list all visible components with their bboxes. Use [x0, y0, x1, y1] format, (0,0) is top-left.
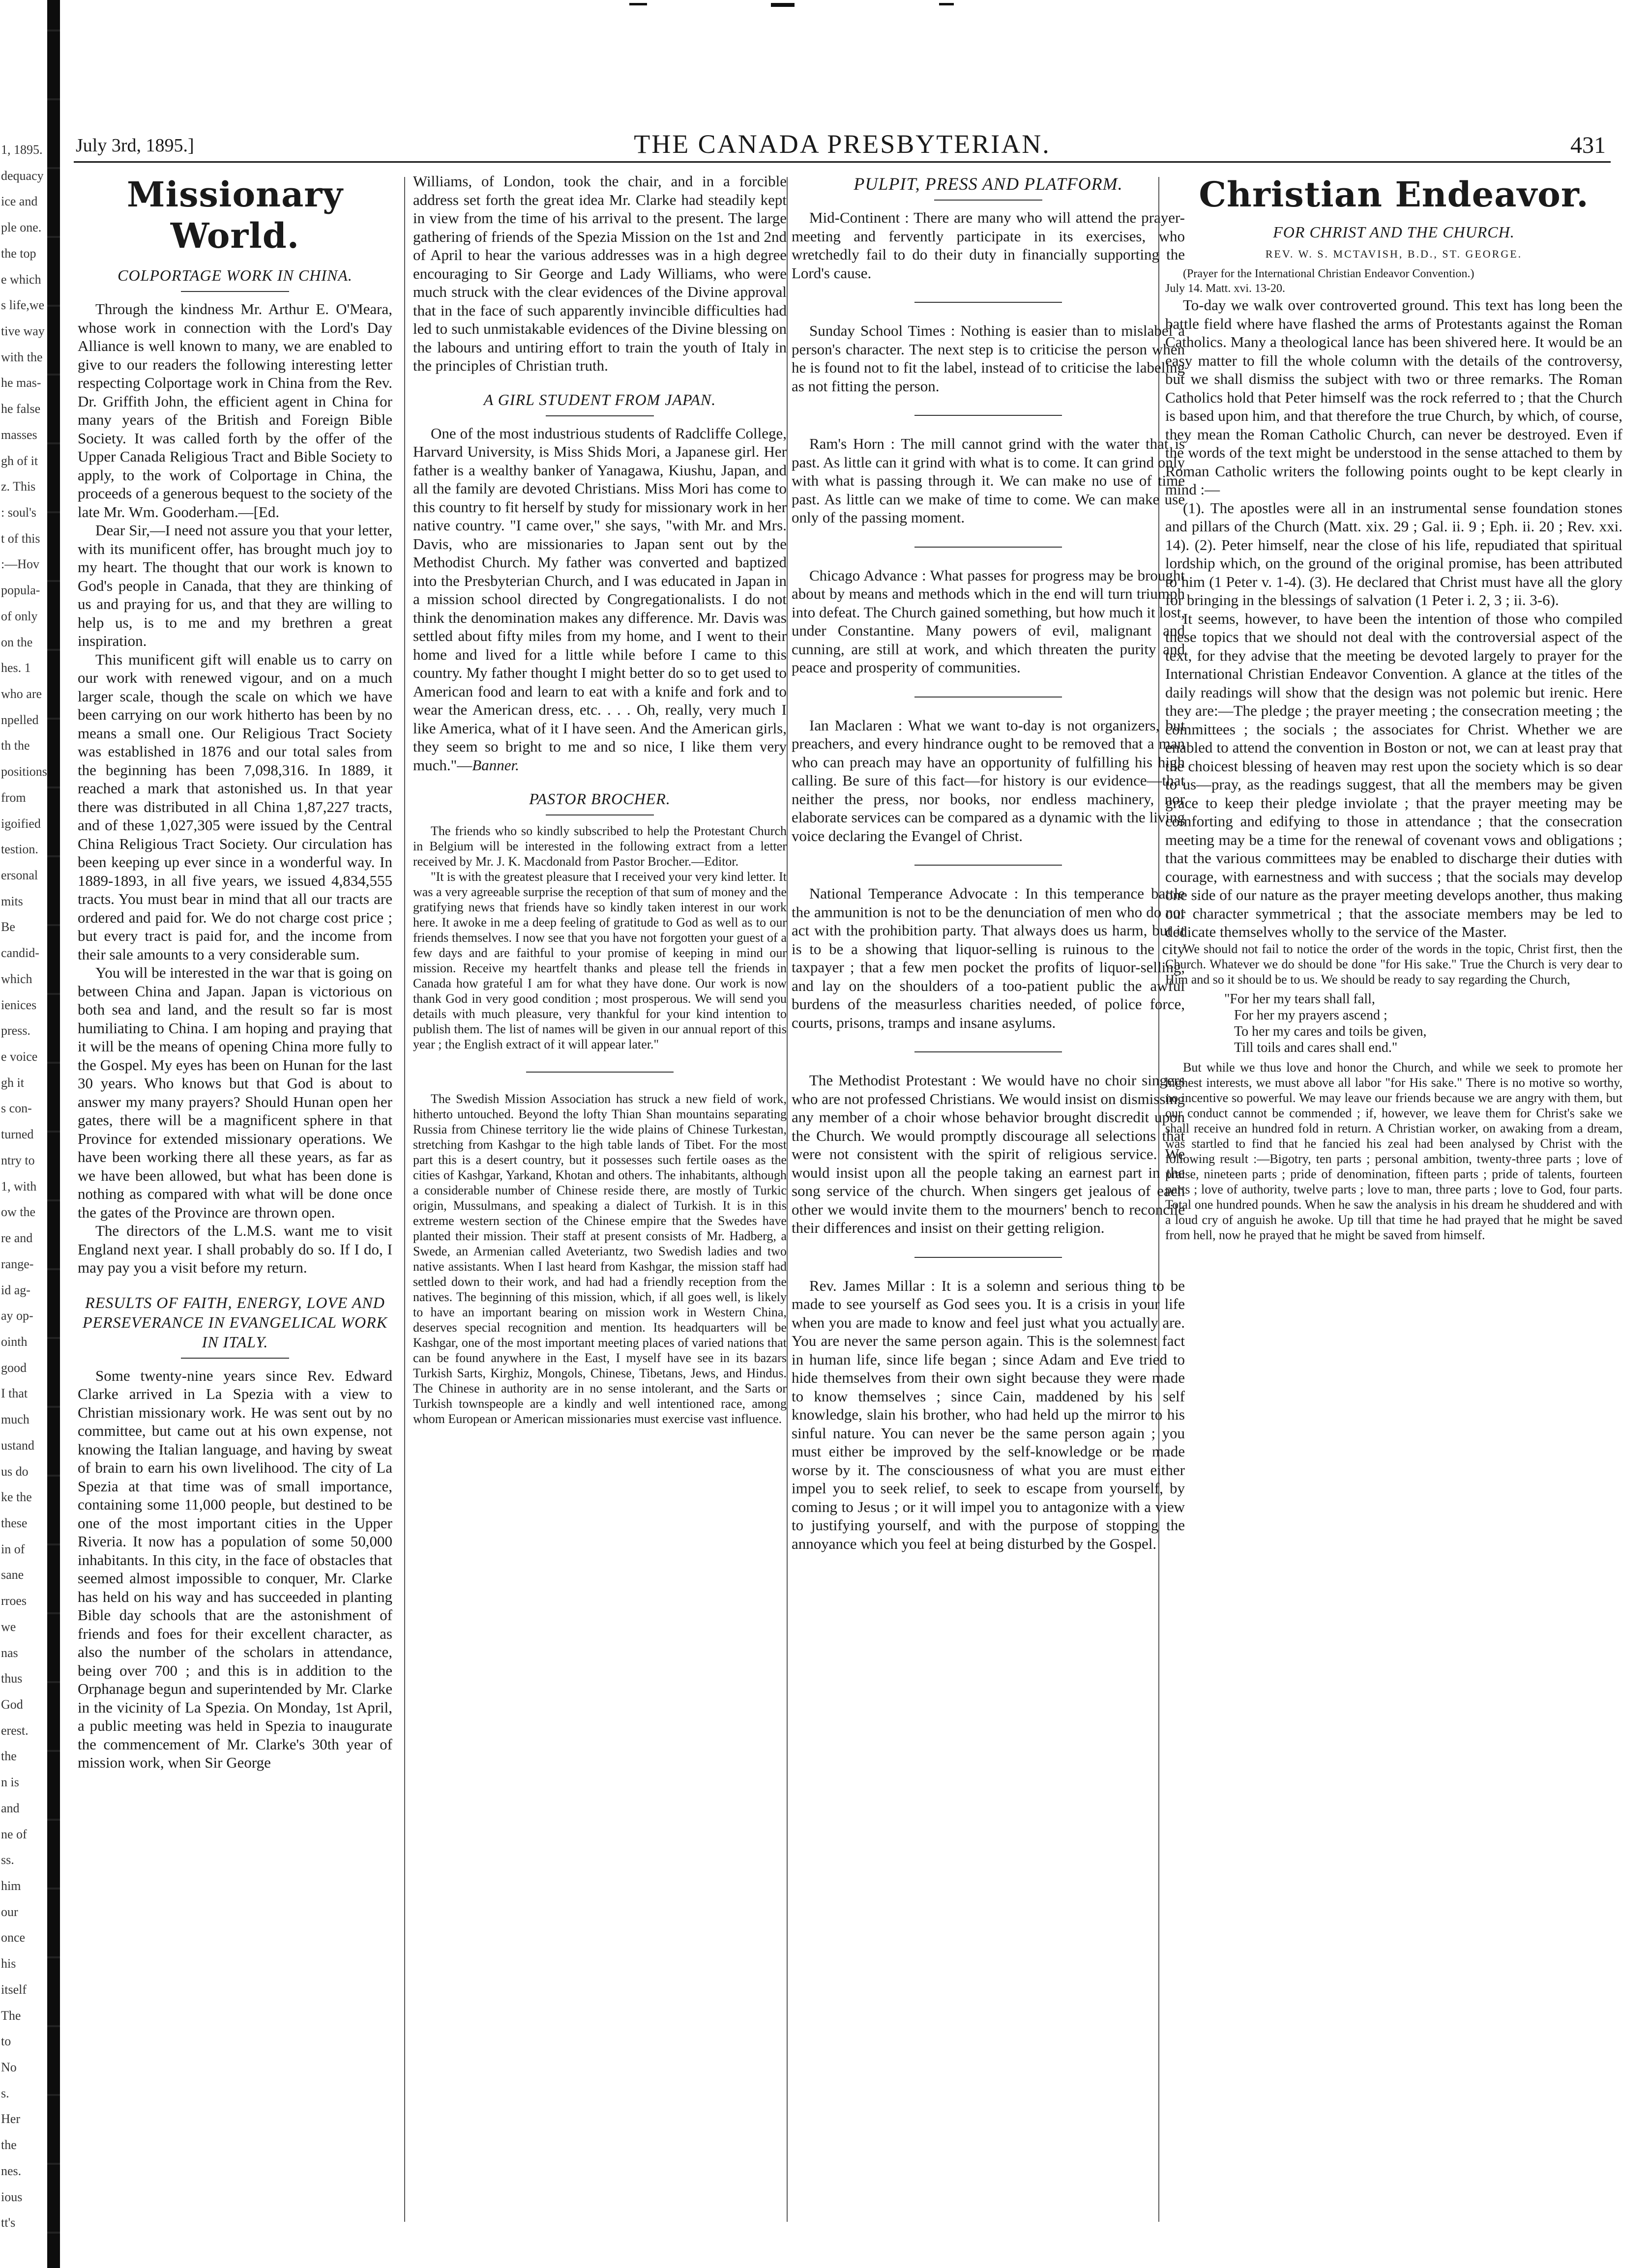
column-rule [787, 177, 788, 2222]
margin-fragment: testion. [1, 842, 38, 857]
margin-fragment: our [1, 1904, 18, 1919]
divider [914, 1257, 1062, 1258]
paragraph: Dear Sir,—I need not assure you that your letter, with its munificent offer, has brought much joy to my heart. The thought that our work is known to God's people in Canada, that they are thinking of us and praying for us, and that they are willing to help us, is to me and my brethren a great inspiration. [78, 522, 392, 649]
margin-fragment: dequacy [1, 168, 44, 183]
margin-fragment: hes. 1 [1, 661, 31, 675]
print-mark [771, 3, 795, 7]
margin-fragment: ay op- [1, 1308, 33, 1323]
margin-fragment: to [1, 2034, 11, 2049]
margin-fragment: mits [1, 894, 23, 908]
margin-fragment: ointh [1, 1334, 28, 1349]
margin-fragment: him [1, 1878, 21, 1893]
margin-fragment: npelled [1, 712, 39, 727]
margin-fragment: nes. [1, 2163, 22, 2178]
margin-fragment: the top [1, 246, 36, 261]
article-title: A GIRL STUDENT FROM JAPAN. [483, 390, 716, 408]
section-heading-christian-endeavor: Christian Endeavor. [1199, 174, 1589, 215]
paragraph: The directors of the L.M.S. want me to visit England next year. I shall probably do so. If I do, I may pay you a visit before my return. [78, 1222, 392, 1276]
source-citation: Banner. [472, 756, 519, 774]
divider [914, 865, 1062, 866]
paragraph: To-day we walk over controverted ground. This text has long been the battle field where have flashed the arms of Protestants against the Roman Catholics. Many a theological lance has been shivered here. It would be an easy matter to fill the whole column with the details of the controversy, but we shall dismiss the subject with two or three remarks. The Roman Catholics hold that Peter himself was the rock referred to ; that the Church is based upon him, and that therefore the true Church, by which, of course, they mean the Roman Catholic Church, can never be destroyed. Even if the words of the text might be understood in the sense attached to them by Roman Catholic writers the following points ought to be kept clearly in mind :— [1165, 296, 1622, 498]
margin-fragment: which [1, 971, 32, 986]
margin-fragment: nas [1, 1645, 18, 1660]
page-number: 431 [1570, 132, 1606, 158]
margin-fragment: and [1, 1801, 20, 1815]
margin-fragment: he false [1, 402, 41, 416]
quotation: Mid-Continent : There are many who will attend the prayer-meeting and fervently participate in its exercises, who wretchedly fail to do their duty in financially supporting the Lord's cause. [792, 209, 1185, 282]
section-subheading: FOR CHRIST AND THE CHURCH. [1273, 223, 1515, 241]
print-mark [939, 3, 954, 5]
divider [181, 291, 289, 292]
article-intro: Through the kindness Mr. Arthur E. O'Meara, whose work in connection with the Lord's Day Alliance is well known to many, we are enabled to give to our readers the following interesting letter respecting Colportage work in China from the Rev. Dr. Griffith John, the efficient agent in China for many years of the British and Foreign Bible Society. It was called forth by the offer of the Upper Canada Religious Tract and Bible Society to apply, to the work of Colportage in China, the proceeds of a generous bequest to the society of the late Mr. Wm. Gooderham.—[Ed. [78, 300, 392, 521]
margin-fragment: : soul's [1, 505, 36, 520]
page-header [74, 129, 1611, 163]
margin-fragment: tt's [1, 2215, 16, 2230]
article-title: COLPORTAGE WORK IN CHINA. [118, 266, 353, 284]
divider [181, 1358, 289, 1359]
margin-fragment: tive way [1, 324, 45, 338]
verse-line: Till toils and cares shall end." [1234, 1040, 1398, 1055]
margin-fragment: candid- [1, 946, 39, 960]
quotation: National Temperance Advocate : In this temperance battle the ammunition is not to be the denunciation of men who do not act with the prohibition party. That always does us harm, but it is to be a showing that liquor-selling is ruinous to the city taxpayer ; that a few men pocket the profits of liquor-selling, and lay on the shoulders of a too-patient public the awful burdens of the measurless charities needed, of police force, courts, prisons, tramps and insane asylums. [792, 885, 1185, 1031]
margin-fragment: Her [1, 2112, 20, 2126]
margin-fragment: ss. [1, 1853, 14, 1867]
divider [934, 200, 1042, 201]
margin-fragment: on the [1, 635, 33, 649]
margin-fragment: his [1, 1956, 16, 1971]
margin-fragment: the [1, 1749, 17, 1764]
journal-title: THE CANADA PRESBYTERIAN. [634, 129, 1051, 159]
paragraph-text: One of the most industrious students of Radcliffe College, Harvard University, is Miss Shids Mori, a Japanese girl. Her father is a wealthy banker of Yanagawa, Kiushu, Japan, and all the family are devoted Christians. Miss Mori has come to this country to fit herself by study for missionary work in her native country. "I came over," she says, "with Mr. and Mrs. Davis, who are missionaries to Japan sent out by the Methodist Church. My father was converted and baptized into the Presbyterian Church, and I was educated in Japan in a mission school directed by Congregationalists. I do not think the denomination makes any difference. Mr. Davis was settled about fifty miles from my home, and I went to their home and lived for a little while before I came to this country. My father thought I might better do so to get used to American food and learn to eat with a knife and fork and to wear the American dress, etc. . . . Oh, really, very much I like America, what of it I have seen. And the American girls, they seem so bright to me and so nice, I like them very much."— [413, 424, 787, 774]
paragraph: It seems, however, to have been the intention of those who compiled these topics that we should not deal with the controversial aspect of the text, for they advise that the meeting be devoted largely to prayer for the International Christian Endeavor Convention. A glance at the titles of the daily readings will show that the design was not polemic but irenic. Here they are:—The pledge ; the prayer meeting ; the consecration meeting ; the committees ; the socials ; the associates for Christ. Whether we are enabled to attend the convention in Boston or not, we can at least pray that the choicest blessing of heaven may rest upon the society which is so dear to us—pray, as the readings suggest, that all the members may be given grace to keep their pledge inviolate ; that the prayer meeting may be comforting and edifying to those in attendance ; that the consecration meeting may be a time for the renewal of covenant vows and obligations ; that the various committees may be enabled to discharge their duties with courage, with earnestness and with success ; that the socials may develop one side of our nature as the prayer meeting develops another, thus making our character symmetrical ; that the associate members may be led to dedicate themselves wholly to the service of the Master. [1165, 610, 1622, 940]
margin-fragment: :—Hov [1, 557, 39, 572]
quotation: Chicago Advance : What passes for progress may be brought about by means and methods which in the end will turn triumph into defeat. The Church gained something, but how much it lost, under Constantine. Many powers of evil, malignant and cunning, are still at work, and which threaten the purity and peace and prosperity of communities. [792, 566, 1185, 676]
margin-fragment: turned [1, 1127, 34, 1142]
margin-fragment: positions [1, 764, 47, 779]
quotation: The Methodist Protestant : We would have no choir singers who are not professed Christians. We would insist on dismissing any member of a choir whose behavior brought discredit upon the Church. We would promptly discourage all selections that were not consistent with the spirit of religious service. We would insist upon all the people taking an earnest part in the song service of the church. When singers get jealous of each other we would invite them to the mourners' bench to reconcile their differences and insist on their getting religion. [792, 1072, 1185, 1236]
margin-fragment: ple one. [1, 220, 42, 235]
divider [526, 1072, 674, 1073]
margin-fragment: thus [1, 1671, 23, 1686]
paragraph: Williams, of London, took the chair, and in a forcible address set forth the great idea Mr. Clarke had steadily kept in view from the time of his arrival to the present. The large gathering of friends of the Spezia Mission on the 1st and 2nd of April to hear the various addresses was in a high degree encouraging to Sir George and Lady Williams, who were much struck with the clear evidences of the Divine approval that in the face of such apparently invincible difficulties had led to such unmistakable evidences of the Divine blessing on the labours and untiring effort to train the youth of Italy in the principles of Christian truth. [413, 173, 787, 374]
margin-fragment: The [1, 2008, 21, 2023]
verse-line: "For her my tears shall fall, [1224, 991, 1375, 1007]
margin-fragment: us do [1, 1464, 29, 1479]
margin-fragment: itself [1, 1982, 27, 1997]
margin-fragment: the [1, 2138, 17, 2152]
article-title: RESULTS OF FAITH, ENERGY, LOVE AND PERSEVERANCE IN EVANGELICAL WORK IN ITALY. [82, 1293, 388, 1351]
margin-fragment: erest. [1, 1723, 29, 1738]
column-christian-endeavor [1165, 172, 1622, 2251]
margin-fragment: ke the [1, 1490, 32, 1505]
margin-fragment: t of this [1, 531, 40, 546]
paragraph: Some twenty-nine years since Rev. Edward Clarke arrived in La Spezia with a view to Christian missionary work. He was sent out by no committee, but came out at his own expense, not knowing the Italian language, and having by sweat of brain to earn his own livelihood. The city of La Spezia at that time was of small importance, containing some 11,000 people, but destined to be one of the most important cities in the Upper Riveria. It now has a population of some 50,000 inhabitants. In this city, in the face of obstacles that seemed almost impossible to conquer, Mr. Clarke has held on his way and has succeeded in planting Bible day schools that are the astonishment of friends and foes for their excellent character, as also the number of the scholars in attendance, being over 700 ; and this is in addition to the Orphanage begun and superintended by Mr. Clarke in the vicinity of La Spezia. On Monday, 1st April, a public meeting was held in Spezia to inaugurate the commencement of Mr. Clarke's 30th year of mission work, when Sir George [78, 1367, 392, 1771]
quotation: Sunday School Times : Nothing is easier than to mislabel a person's character. The next step is to criticise the person when he is found not to fit the label, instead of to criticise the labeling as not fitting the person. [792, 322, 1185, 395]
paragraph: We should not fail to notice the order of the words in the topic, Christ first, then the Church. Whatever we do should be done "for His sake." True the Church is very dear to Him and so it should be to us. We should be ready to say regarding the Church, [1165, 941, 1622, 987]
margin-fragment: id ag- [1, 1282, 30, 1297]
margin-fragment: igoified [1, 816, 41, 831]
divider [914, 415, 1062, 416]
article-title: PASTOR BROCHER. [529, 790, 671, 808]
margin-fragment: good [1, 1360, 27, 1375]
divider [546, 814, 654, 815]
margin-fragment: ustand [1, 1438, 34, 1453]
margin-fragment: ne of [1, 1827, 27, 1841]
margin-fragment: range- [1, 1256, 34, 1271]
margin-fragment: Be [1, 920, 15, 934]
margin-fragment: s life,we [1, 298, 45, 313]
margin-fragment: ersonal [1, 868, 38, 883]
margin-fragment: much [1, 1412, 29, 1427]
margin-fragment: 1, with [1, 1179, 37, 1193]
divider [914, 697, 1062, 698]
margin-fragment: rroes [1, 1594, 27, 1608]
binding-shadow [47, 0, 60, 2268]
margin-fragment: from [1, 790, 26, 805]
margin-fragment: of only [1, 609, 38, 623]
margin-fragment: e which [1, 272, 41, 287]
divider [914, 547, 1062, 548]
margin-fragment: gh it [1, 1075, 24, 1090]
margin-fragment: once [1, 1930, 26, 1945]
margin-fragment: z. This [1, 479, 36, 494]
paragraph: The Swedish Mission Association has struck a new field of work, hitherto untouched. Beyond the lofty Thian Shan mountains separating Russia from Chinese territory lie the wide plains of Chinese Turkestan, stretching from Kashgar to the high table lands of Tibet. For the most part this is a desert country, but it possesses such fertile oases as the cities of Kashgar, Yarkand, Khotan and others. The inhabitants, although a considerable number of Chinese reside there, are mostly of Turkic origin, Mussulmans, and speaking a dialect of Turkish. It is in this extreme western section of the Chinese empire that the Swedes have planted their mission. Their staff at present consists of Mr. Hadberg, a Swede, an Armenian called Aveteriantz, two Swedish ladies and two native assistants. When I last heard from Kashgar, the mission staff had settled down to their work, and had had a friendly reception from the natives. The beginning of this mission, which, if all goes well, is likely to have an important bearing on mission work in Western China, deserves special recognition and mention. Its headquarters will be Kashgar, one of the most important meeting places of varied nations that can be found anywhere in the East, I myself have see in its bazars Turkish Sarts, Kirghiz, Mongols, Chinese, Tibetans, Jews, and Hindus. The Chinese in authority are in no sense intolerant, and the Sarts or Turkish townspeople are a kindly and well intentioned race, among whom European or American missionaries must exercise vast influence. [413, 1092, 787, 1426]
margin-fragment: he mas- [1, 376, 41, 390]
section-heading-missionary-world: Missionary World. [127, 174, 343, 256]
hymn-verse [1224, 991, 1622, 1056]
divider [914, 302, 1062, 303]
column-rule [404, 177, 405, 2222]
verse-line: To her my cares and toils be given, [1234, 1023, 1427, 1039]
margin-fragment: ienices [1, 997, 37, 1012]
margin-fragment: masses [1, 427, 37, 442]
divider [546, 415, 654, 416]
margin-fragment: who are [1, 687, 42, 701]
margin-fragment: e voice [1, 1049, 38, 1064]
topic-note: (Prayer for the International Christian Endeavor Convention.) [1183, 267, 1474, 280]
margin-fragment: these [1, 1515, 28, 1530]
margin-fragment: ious [1, 2189, 23, 2204]
margin-fragment: gh of it [1, 453, 38, 468]
margin-fragment: ice and [1, 194, 38, 209]
letter-extract: "It is with the greatest pleasure that I received your very kind letter. It was a very agreeable surprise the reception of that sum of money and the gratifying news that friends have so kindly taken interest in our work here. It awoke in me a deep feeling of gratitude to God as well as to our friends themselves. I now see that you have not forgotten your guest of a few days and are faithful to your promise of keeping in mind our mission. Receive my heartfelt thanks and please tell the friends in Canada how grateful I am for what they have done. Our work is now thank God in very good condition ; most prosperous. We will send you details with much pleasure, very thankful for your kind intention to publish them. The list of names will be given in our annual report of this year ; the English extract of it will appear later." [413, 870, 787, 1051]
column-pulpit-press-platform [792, 172, 1185, 2251]
margin-fragment: 1, 1895. [1, 143, 43, 157]
quotation: Ian Maclaren : What we want to-day is not organizers, but preachers, and every hindrance ought to be removed that a man who can preach may have an opportunity of fulfilling his high calling. Be sure of this fact—for history is our evidence—that neither the press, nor books, nor endless machinery, nor elaborate services can be compared as a dynamic with the living voice declaring the Evangel of Christ. [792, 716, 1185, 844]
quotation: Rev. James Millar : It is a solemn and serious thing to be made to see yourself as God sees you. It is a crisis in your life when you are made to know and feel just what you actually are. You are never the same person again. This is the solemnest fact in human life, since life began ; since Adam and Eve tried to hide themselves from their own sight because they were made to know themselves ; since Cain, maddened by his self knowledge, slain his brother, who had held up the mirror to his sinful nature. You can never be the same person again ; you must either be improved by the self-knowledge or be made worse by it. The consciousness of what you are must either impel you to seek relief, to seek to escape from yourself, by coming to Jesus ; or it will impel you to antagonize with a view to justifying yourself, and with the purpose of stopping the annoyance which you feel at being disturbed by the Gospel. [792, 1277, 1185, 1552]
margin-fragment: s con- [1, 1101, 32, 1116]
margin-fragment: ow the [1, 1205, 36, 1220]
paragraph: You will be interested in the war that is going on between China and Japan. Japan is victorious on both sea and land, and the result so far is most humiliating to China. I am hoping and praying that it will be the means of opening China more fully to the Gospel. My eyes has been on Hunan for the last 30 years. Who knows but that God is about to answer my many prayers? Should Hunan open her gates, there will be a magnificent sphere in that Province for extended missionary operations. We have been working there all these years, as far as we have been allowed, but what has been done is nothing as compared with what will be done once the gates of the Province are thrown open. [78, 964, 392, 1221]
divider [914, 1051, 1062, 1052]
topic-date: July 14. Matt. xvi. 13-20. [1165, 282, 1285, 295]
margin-fragment: I that [1, 1386, 28, 1401]
paragraph: The friends who so kindly subscribed to help the Protestant Church in Belgium will be interested in the following extract from a letter received by Mr. J. K. Macdonald from Pastor Brocher.—Editor. [413, 824, 787, 869]
margin-fragment: th the [1, 738, 30, 753]
margin-fragment: with the [1, 349, 43, 364]
margin-fragment: sane [1, 1568, 24, 1582]
paragraph: This munificent gift will enable us to carry on our work with renewed vigour, and on a much larger scale, though the scale on which we have been carrying on our work hitherto has been by no means a small one. Our Religious Tract Society was established in 1876 and our total sales from the beginning has been 7,098,316. In 1889, it reached a mark that astonished us. In that year there was distributed in all China 1,87,227 tracts, and of these 1,027,305 were issued by the Central China Religious Tract Society. Our circulation has been keeping up ever since in a wonderful way. In 1889-1893, in all five years, we issued 4,834,555 tracts. You must bear in mind that all our tracts are ordered and paid for. We do not charge cost price ; but every tract is paid for, and the income from their sale amounts to a very considerable sum. [78, 650, 392, 963]
column-missionary-world [78, 172, 392, 2251]
paragraph [413, 424, 787, 775]
margin-fragment: re and [1, 1231, 33, 1246]
margin-fragment: No [1, 2060, 17, 2074]
section-heading-pulpit-press-platform: PULPIT, PRESS AND PLATFORM. [854, 174, 1123, 194]
quotation: Ram's Horn : The mill cannot grind with the water that is past. As little can it grind with what is to come. It can grind only with what is passing through it. We can make no use of time past. As little can we make of time to come. We can make use only of the passing moment. [792, 435, 1185, 526]
margin-fragment: in of [1, 1541, 25, 1556]
margin-fragment: s. [1, 2086, 9, 2100]
paragraph: (1). The apostles were all in an instrumental sense foundation stones and pillars of the Church (Matt. xix. 29 ; Gal. ii. 9 ; Eph. ii. 20 ; Rev. xxi. 14). (2). Peter himself, near the close of his life, repudiated that spiritual lordship which, on the ground of the original promise, has been attributed to him (1 Peter v. 1-4). (3). He declared that Christ must have all the glory for bringing in the blessings of salvation (1 Peter i. 2, 3 ; ii. 3-6). [1165, 499, 1622, 609]
column-two [413, 172, 787, 2251]
margin-fragment: we [1, 1619, 16, 1634]
paragraph: But while we thus love and honor the Church, and while we seek to promote her highest interests, we must above all labor "for His sake." There is no motive so worthy, no incentive so powerful. We may leave our friends because we are angry with them, but our conduct cannot be commended ; if, however, we leave them for Christ's sake we shall receive an hundred fold in return. A Christian worker, on awaking from a dream, was startled to find that he fancied his zeal had been analysed by Christ with the following result :—Bigotry, ten parts ; personal ambition, twenty-three parts ; love of praise, nineteen parts ; pride of denomination, fifteen parts ; pride of talents, fourteen parts ; love of authority, twelve parts ; love to man, three parts ; love to God, four parts. Total one hundred pounds. When he saw the analysis in his dream he shuddered and with a loud cry of anguish he awoke. Up till that time he had prayed that he might be saved from hell, now he prayed that he might be saved from himself. [1165, 1060, 1622, 1242]
margin-fragment: n is [1, 1775, 19, 1790]
margin-fragment: press. [1, 1023, 30, 1038]
print-mark [629, 3, 647, 5]
margin-fragment: ntry to [1, 1153, 35, 1167]
author-byline: REV. W. S. MCTAVISH, B.D., ST. GEORGE. [1265, 248, 1523, 260]
verse-line: For her my prayers ascend ; [1234, 1007, 1387, 1023]
issue-date: July 3rd, 1895.] [76, 135, 194, 156]
margin-fragment: popula- [1, 583, 40, 598]
margin-fragment: God [1, 1697, 23, 1712]
